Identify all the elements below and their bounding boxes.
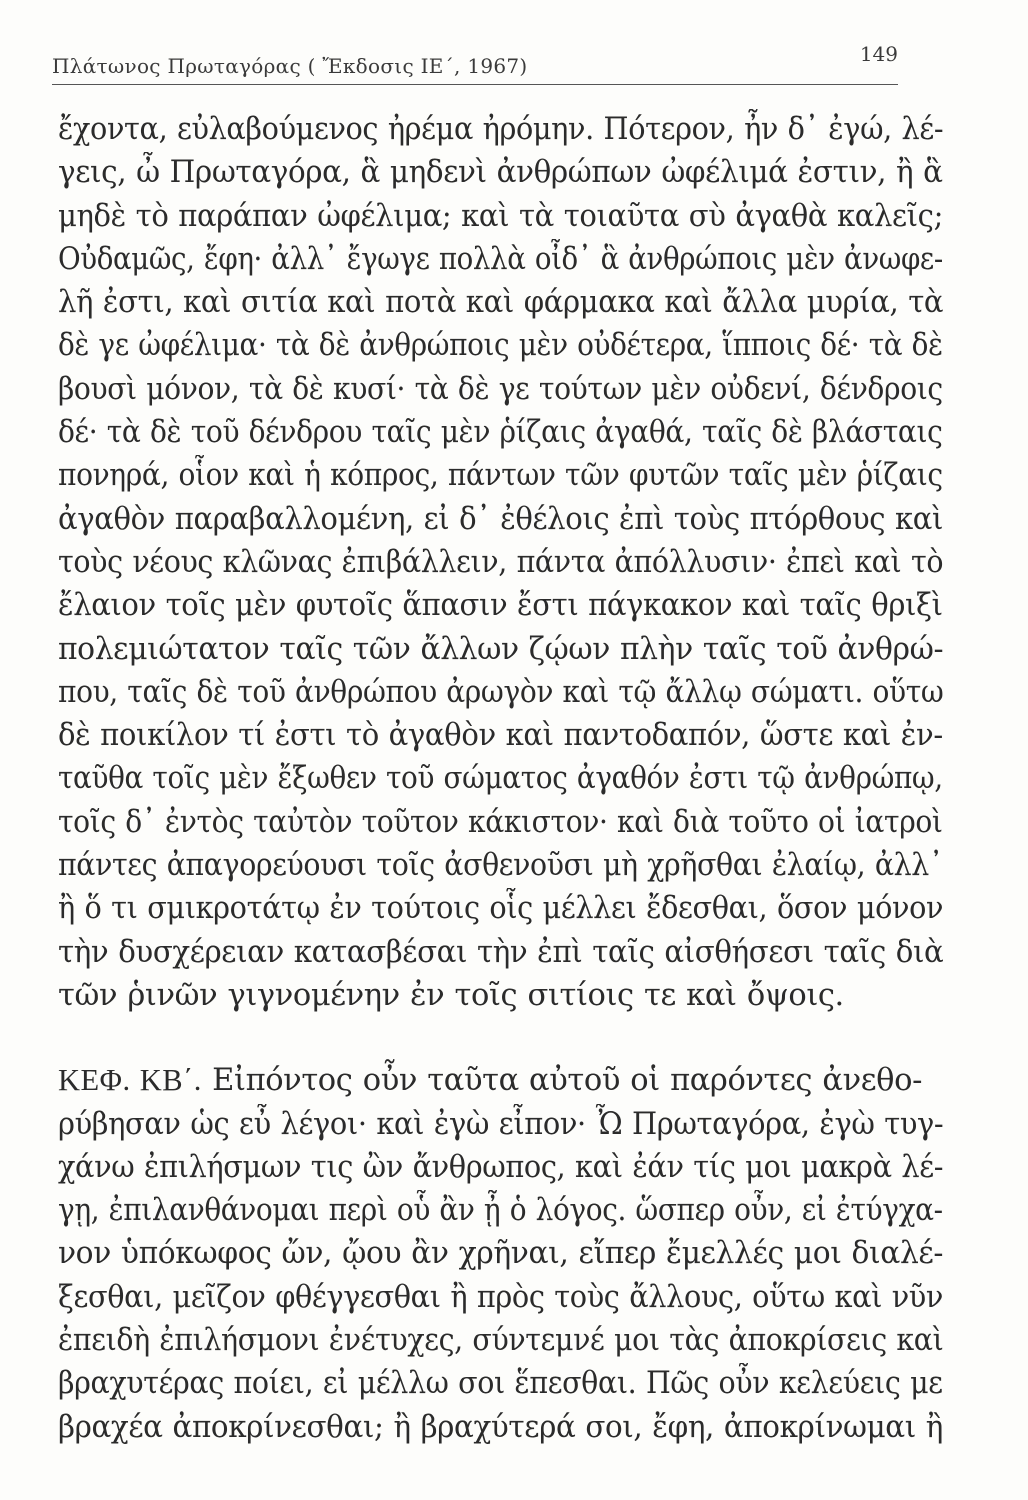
text-line: ἀγαθὸν παραβαλλομένη, εἰ δ᾽ ἐθέλοις ἐπὶ τοὺς πτόρθους καὶ	[58, 501, 944, 537]
text-line: ἔλαιον τοῖς μὲν φυτοῖς ἅπασιν ἔστι πάγκακον καὶ ταῖς θριξὶ	[58, 588, 943, 624]
text-line: Οὐδαμῶς, ἔφη· ἀλλ᾽ ἔγωγε πολλὰ οἶδ᾽ ἃ ἀνθρώποις μὲν ἀνωφε-	[58, 241, 943, 277]
paragraph-gap	[58, 1017, 938, 1059]
text-line: δὲ ποικίλον τί ἐστι τὸ ἀγαθὸν καὶ παντοδαπόν, ὥστε καὶ ἐν-	[58, 718, 943, 754]
text-line: λῆ ἐστι, καὶ σιτία καὶ ποτὰ καὶ φάρμακα καὶ ἄλλα μυρία, τὰ	[58, 285, 944, 321]
text-line: δὲ γε ὠφέλιμα· τὰ δὲ ἀνθρώποις μὲν οὐδέτερα, ἵπποις δέ· τὰ δὲ	[58, 328, 943, 364]
text-line: τῶν ῥινῶν γιγνομένην ἐν τοῖς σιτίοις τε καὶ ὄψοις.	[58, 977, 844, 1013]
text-line: πολεμιώτατον ταῖς τῶν ἄλλων ζῴων πλὴν ταῖς τοῦ ἀνθρώ-	[58, 631, 944, 667]
chapter-first-line-text: Εἰπόντος οὖν ταῦτα αὐτοῦ οἱ παρόντες ἀνεθο-	[212, 1063, 922, 1099]
text-body	[58, 108, 944, 1449]
text-line: χάνω ἐπιλήσμων τις ὢν ἄνθρωπος, καὶ ἐάν τίς μοι μακρὰ λέ-	[58, 1149, 944, 1185]
text-line: που, ταῖς δὲ τοῦ ἀνθρώπου ἀρωγὸν καὶ τῷ ἄλλῳ σώματι. οὕτω	[58, 674, 944, 710]
paragraph	[58, 1059, 944, 1449]
text-line: γεις, ὦ Πρωταγόρα, ἃ μηδενὶ ἀνθρώπων ὠφέλιμά ἐστιν, ἢ ἃ	[58, 155, 943, 191]
text-line: ἐπειδὴ ἐπιλήσμονι ἐνέτυχες, σύντεμνέ μοι τὰς ἀποκρίσεις καὶ	[58, 1323, 944, 1359]
chapter-heading: ΚΕΦ. ΚΒ΄.	[58, 1063, 202, 1098]
text-line: τοῖς δ᾽ ἐντὸς ταὐτὸν τοῦτον κάκιστον· καὶ διὰ τοῦτο οἱ ἰατροὶ	[58, 804, 943, 840]
text-line: ξεσθαι, μεῖζον φθέγγεσθαι ἢ πρὸς τοὺς ἄλλους, οὕτω καὶ νῦν	[58, 1279, 944, 1315]
text-line: πάντες ἀπαγορεύουσι τοῖς ἀσθενοῦσι μὴ χρῆσθαι ἐλαίῳ, ἀλλ᾽	[58, 848, 943, 884]
text-line: βραχυτέρας ποίει, εἰ μέλλω σοι ἕπεσθαι. Πῶς οὖν κελεύεις με	[58, 1366, 943, 1402]
chapter-first-line	[58, 1059, 938, 1102]
text-line: ἔχοντα, εὐλαβούμενος ἠρέμα ἠρόμην. Πότερον, ἦν δ᾽ ἐγώ, λέ-	[58, 112, 944, 147]
page-number: 149	[859, 42, 898, 66]
text-line: βουσὶ μόνον, τὰ δὲ κυσί· τὰ δὲ γε τούτων μὲν οὐδενί, δένδροις	[58, 371, 943, 407]
page-header	[52, 40, 898, 84]
text-line: μηδὲ τὸ παράπαν ὠφέλιμα; καὶ τὰ τοιαῦτα σὺ ἀγαθὰ καλεῖς;	[58, 198, 943, 234]
header-rule	[52, 84, 898, 85]
text-line: ταῦθα τοῖς μὲν ἔξωθεν τοῦ σώματος ἀγαθόν ἐστι τῷ ἀνθρώπῳ,	[58, 761, 943, 797]
text-line: ἢ ὅ τι σμικροτάτῳ ἐν τούτοις οἷς μέλλει ἔδεσθαι, ὅσον μόνον	[58, 891, 944, 927]
text-line: ρύβησαν ὡς εὖ λέγοι· καὶ ἐγὼ εἶπον· Ὦ Πρωταγόρα, ἐγὼ τυγ-	[58, 1106, 944, 1142]
text-line: νον ὑπόκωφος ὤν, ᾤου ἂν χρῆναι, εἴπερ ἔμελλές μοι διαλέ-	[58, 1236, 944, 1272]
text-line: γῃ, ἐπιλανθάνομαι περὶ οὗ ἂν ᾖ ὁ λόγος. ὥσπερ οὖν, εἰ ἐτύγχα-	[58, 1193, 943, 1229]
text-line: τοὺς νέους κλῶνας ἐπιβάλλειν, πάντα ἀπόλλυσιν· ἐπεὶ καὶ τὸ	[58, 544, 944, 580]
text-line: πονηρά, οἷον καὶ ἡ κόπρος, πάντων τῶν φυτῶν ταῖς μὲν ῥίζαις	[58, 458, 943, 494]
text-line: δέ· τὰ δὲ τοῦ δένδρου ταῖς μὲν ῥίζαις ἀγαθά, ταῖς δὲ βλάσταις	[58, 415, 943, 451]
paragraph	[58, 108, 944, 1017]
running-head: Πλάτωνος Πρωταγόρας ( Ἔκδοσις ΙΕ΄, 1967)	[52, 54, 528, 78]
text-line: τὴν δυσχέρειαν κατασβέσαι τὴν ἐπὶ ταῖς αἰσθήσεσι ταῖς διὰ	[58, 934, 944, 970]
text-line: βραχέα ἀποκρίνεσθαι; ἢ βραχύτερά σοι, ἔφη, ἀποκρίνωμαι ἢ	[58, 1409, 944, 1445]
